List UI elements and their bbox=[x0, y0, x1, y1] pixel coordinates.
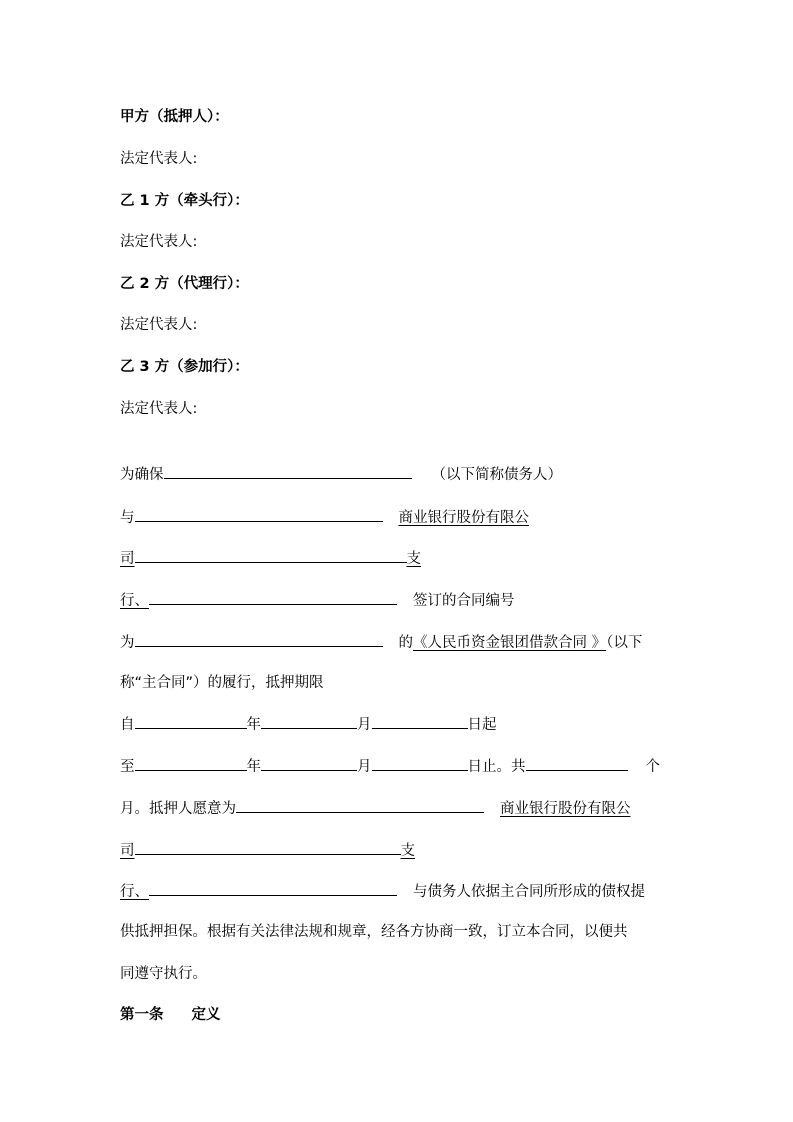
article-heading bbox=[120, 1005, 221, 1025]
text-contract-number: 签订的合同编号 bbox=[413, 593, 515, 609]
para-line-4 bbox=[120, 590, 515, 611]
para-line-12 bbox=[120, 922, 628, 942]
text-rizhi-gong: 日止。共 bbox=[467, 759, 526, 775]
para-line-3 bbox=[120, 548, 421, 569]
party-b1-rep bbox=[120, 232, 197, 252]
text-riqi: 日起 bbox=[467, 717, 497, 733]
para-line-7 bbox=[120, 714, 497, 735]
party-b2-title bbox=[120, 274, 249, 294]
text-de: 的 bbox=[398, 635, 413, 651]
article-title: 定义 bbox=[191, 1007, 221, 1023]
text-weiquebao: 为确保 bbox=[120, 467, 164, 483]
text-si-1: 司 bbox=[120, 551, 135, 567]
para-line-10 bbox=[120, 840, 415, 861]
end-day-blank[interactable] bbox=[372, 756, 468, 771]
contract-number-blank[interactable] bbox=[135, 632, 383, 647]
party-b3-rep bbox=[120, 399, 197, 419]
branch-blank-2[interactable] bbox=[135, 840, 401, 855]
party-b1-title-text: 乙 1 方（牵头行）： bbox=[120, 193, 249, 209]
sub-branch-blank-1[interactable] bbox=[149, 590, 397, 605]
text-nian-2: 年 bbox=[246, 759, 261, 775]
start-year-blank[interactable] bbox=[135, 714, 247, 729]
party-b3-title-text: 乙 3 方（参加行）： bbox=[120, 359, 249, 375]
text-zi: 自 bbox=[120, 717, 135, 733]
text-yue-1: 月 bbox=[357, 717, 372, 733]
party-b3-rep-label: 法定代表人: bbox=[120, 401, 198, 417]
para-line-8 bbox=[120, 756, 660, 777]
party-b2-rep-label: 法定代表人: bbox=[120, 317, 198, 333]
party-b2-rep bbox=[120, 315, 197, 335]
para-line-2 bbox=[120, 507, 529, 528]
text-main-contract: 称“主合同”）的履行，抵押期限 bbox=[120, 675, 324, 691]
text-ge: 个 bbox=[645, 759, 660, 775]
text-zhi-1: 支 bbox=[406, 551, 421, 567]
contract-name: 《人民币资金银团借款合同 》 bbox=[413, 635, 607, 651]
start-month-blank[interactable] bbox=[261, 714, 357, 729]
para-line-13 bbox=[120, 964, 207, 984]
party-a-rep-label: 法定代表人: bbox=[120, 151, 198, 167]
party-b1-title bbox=[120, 191, 249, 211]
text-hang-1: 行、 bbox=[120, 593, 149, 609]
debtor-blank[interactable] bbox=[164, 464, 412, 479]
text-wei: 为 bbox=[120, 635, 135, 651]
text-comply: 同遵守执行。 bbox=[120, 966, 207, 982]
branch-blank-1[interactable] bbox=[135, 548, 407, 563]
party-a-title bbox=[120, 107, 229, 127]
text-zhi-to: 至 bbox=[120, 759, 135, 775]
text-hang-2: 行、 bbox=[120, 884, 149, 900]
article-number: 第一条 bbox=[120, 1007, 164, 1023]
text-si-2: 司 bbox=[120, 843, 135, 859]
bank-blank-1[interactable] bbox=[135, 507, 383, 522]
text-yixia: （以下 bbox=[606, 635, 643, 651]
party-b2-title-text: 乙 2 方（代理行）： bbox=[120, 276, 249, 292]
bank-blank-2[interactable] bbox=[236, 798, 484, 813]
text-nian-1: 年 bbox=[246, 717, 261, 733]
text-guarantee: 供抵押担保。根据有关法律法规和规章，经各方协商一致，订立本合同，以便共 bbox=[120, 924, 628, 940]
text-mortgagor-willing: 月。抵押人愿意为 bbox=[120, 801, 236, 817]
party-a-rep bbox=[120, 149, 197, 169]
sub-branch-blank-2[interactable] bbox=[149, 881, 397, 896]
party-b3-title bbox=[120, 357, 249, 377]
party-a-title-text: 甲方（抵押人）： bbox=[120, 109, 229, 125]
party-b1-rep-label: 法定代表人: bbox=[120, 234, 198, 250]
text-yue-2: 月 bbox=[357, 759, 372, 775]
para-line-6 bbox=[120, 673, 324, 693]
months-blank[interactable] bbox=[526, 756, 628, 771]
text-yu: 与 bbox=[120, 510, 135, 526]
para-line-11 bbox=[120, 881, 645, 902]
para-line-1 bbox=[120, 464, 562, 485]
end-month-blank[interactable] bbox=[261, 756, 357, 771]
end-year-blank[interactable] bbox=[135, 756, 247, 771]
bank-name-1: 商业银行股份有限公 bbox=[398, 510, 529, 526]
para-line-5 bbox=[120, 632, 642, 653]
bank-name-2: 商业银行股份有限公 bbox=[500, 801, 631, 817]
text-debtor-alias: （以下简称债务人） bbox=[431, 467, 562, 483]
start-day-blank[interactable] bbox=[372, 714, 468, 729]
text-zhi-2: 支 bbox=[400, 843, 415, 859]
para-line-9 bbox=[120, 798, 631, 819]
text-claims: 与债务人依据主合同所形成的债权提 bbox=[413, 884, 645, 900]
